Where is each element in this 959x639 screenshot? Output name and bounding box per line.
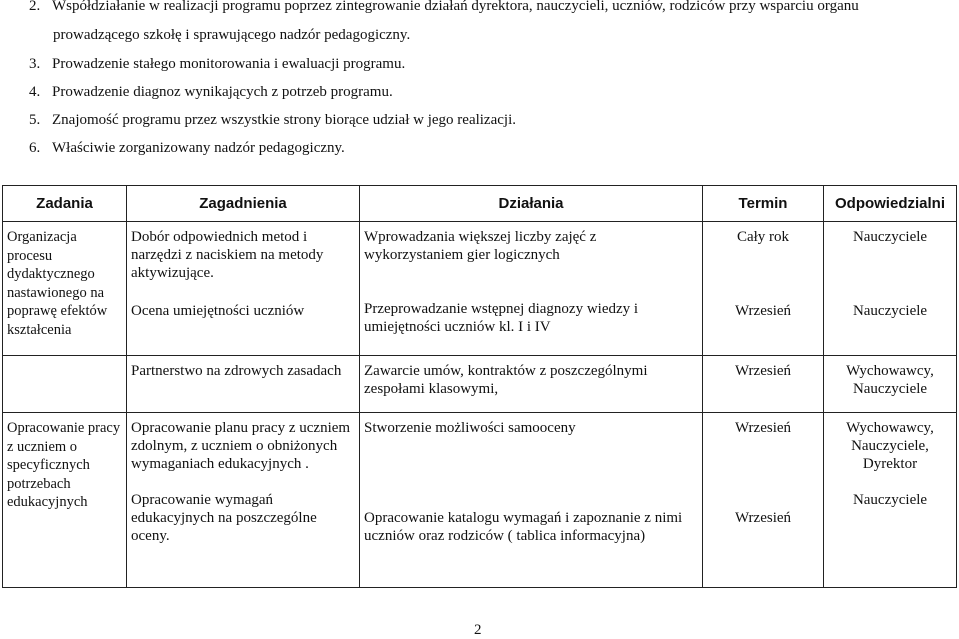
issue-cell xyxy=(127,222,360,356)
issue-cell xyxy=(127,413,360,588)
header-dzialania: Działania xyxy=(360,186,703,222)
list-number: 2. xyxy=(29,0,41,14)
term-text: Wrzesień xyxy=(734,420,792,436)
issue-cell xyxy=(127,356,360,413)
list-text: Prowadzenie diagnoz wynikających z potrzeb programu. xyxy=(52,84,393,100)
list-item xyxy=(29,55,405,74)
term-text: Wrzesień xyxy=(734,510,792,526)
term-text: Wrzesień xyxy=(734,303,792,319)
issue-text: Opracowanie planu pracy z uczniem zdolnym, z uczniem o obniżonych wymaganiach edukacyjnych . xyxy=(131,420,351,472)
list-item xyxy=(29,139,345,158)
action-text: Wprowadzania większej liczby zajęć z wykorzystaniem gier logicznych xyxy=(364,229,597,263)
action-cell xyxy=(360,413,703,588)
header-odpowiedzialni: Odpowiedzialni xyxy=(824,186,957,222)
term-cell xyxy=(703,222,824,356)
list-text: Właściwie zorganizowany nadzór pedagogiczny. xyxy=(52,140,345,156)
issue-text: Opracowanie wymagań edukacyjnych na poszczególne oceny. xyxy=(131,492,317,544)
issue-text: Partnerstwo na zdrowych zasadach xyxy=(131,363,342,379)
term-cell xyxy=(703,413,824,588)
table-row xyxy=(3,356,957,413)
term-text: Cały rok xyxy=(736,229,790,245)
action-text: Przeprowadzanie wstępnej diagnozy wiedzy i umiejętności uczniów kl. I i IV xyxy=(364,301,639,335)
action-text: Zawarcie umów, kontraktów z poszczególnymi zespołami klasowymi, xyxy=(364,363,648,397)
table-header-row xyxy=(3,186,957,222)
list-text: Znajomość programu przez wszystkie strony biorące udział w jego realizacji. xyxy=(52,112,516,128)
resp-cell xyxy=(824,222,957,356)
task-cell xyxy=(3,222,127,356)
list-item xyxy=(29,111,516,130)
action-cell xyxy=(360,222,703,356)
list-text: Prowadzenie stałego monitorowania i ewaluacji programu. xyxy=(52,56,406,72)
task-text: Opracowanie pracy z uczniem o specyficznych potrzebach edukacyjnych xyxy=(7,420,121,510)
header-zadania: Zadania xyxy=(3,186,127,222)
list-item xyxy=(29,0,859,16)
resp-text: Nauczyciele xyxy=(852,229,928,245)
task-cell xyxy=(3,413,127,588)
list-number: 4. xyxy=(29,84,41,100)
table-row xyxy=(3,413,957,588)
list-number: 6. xyxy=(29,140,41,156)
resp-cell xyxy=(824,356,957,413)
resp-text: Nauczyciele xyxy=(852,303,928,319)
resp-cell xyxy=(824,413,957,588)
term-cell xyxy=(703,356,824,413)
list-number: 3. xyxy=(29,56,41,72)
page-number: 2 xyxy=(474,622,482,638)
issue-text: Ocena umiejętności uczniów xyxy=(131,303,305,319)
header-zagadnienia: Zagadnienia xyxy=(127,186,360,222)
list-number: 5. xyxy=(29,112,41,128)
task-text: Organizacja procesu dydaktycznego nastawionego na poprawę efektów kształcenia xyxy=(7,229,108,338)
action-text: Opracowanie katalogu wymagań i zapoznanie z nimi uczniów oraz rodziców ( tablica informacyjna) xyxy=(364,510,683,544)
action-cell xyxy=(360,356,703,413)
task-cell xyxy=(3,356,127,413)
list-text: prowadzącego szkołę i sprawującego nadzór pedagogiczny. xyxy=(53,27,411,43)
list-text: Współdziałanie w realizacji programu poprzez zintegrowanie działań dyrektora, nauczycieli, uczniów, rodziców przy wsparciu organu xyxy=(52,0,859,14)
action-text: Stworzenie możliwości samooceny xyxy=(364,420,576,436)
list-item-continuation xyxy=(53,26,410,45)
plan-table xyxy=(2,185,957,588)
term-text: Wrzesień xyxy=(734,363,792,379)
resp-text: Wychowawcy, Nauczyciele, Dyrektor xyxy=(846,420,934,472)
table-row xyxy=(3,222,957,356)
header-termin: Termin xyxy=(703,186,824,222)
resp-text: Wychowawcy, Nauczyciele xyxy=(846,363,934,397)
resp-text: Nauczyciele xyxy=(852,492,928,508)
list-item xyxy=(29,83,393,102)
issue-text: Dobór odpowiednich metod i narzędzi z naciskiem na metody aktywizujące. xyxy=(131,229,324,281)
